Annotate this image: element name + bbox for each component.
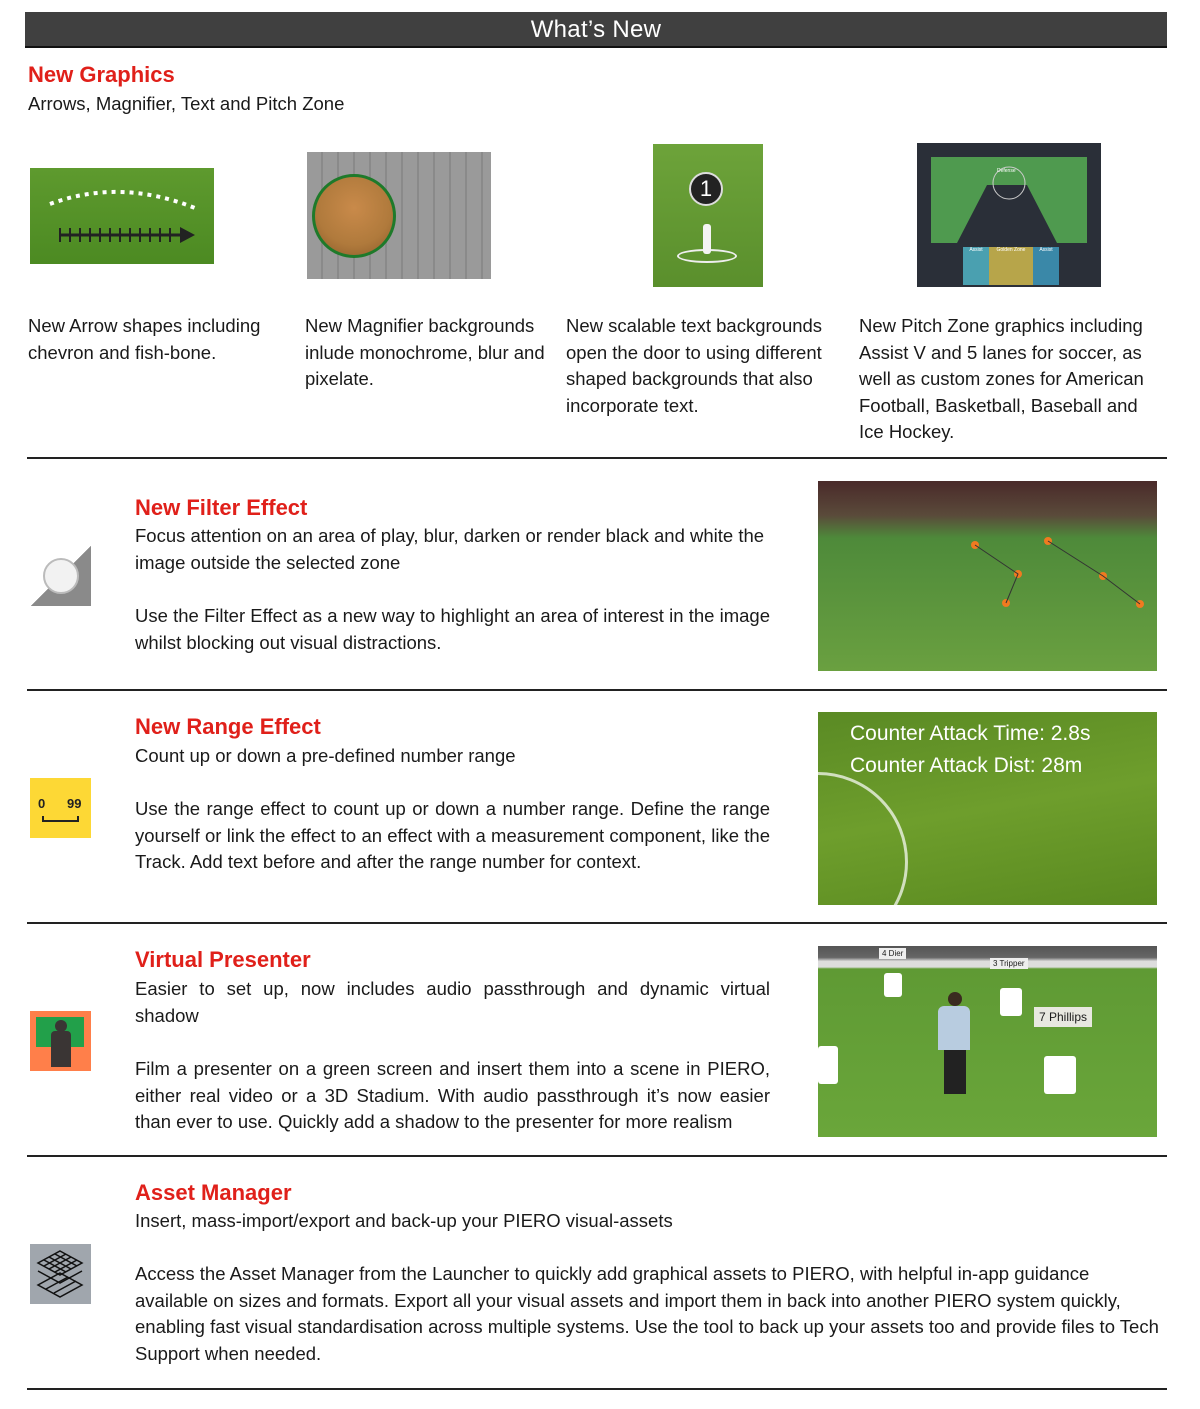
filter-description: Focus attention on an area of play, blur, darken or render black and white the image outside the selected zone: [135, 525, 765, 573]
filter-detail: Use the Filter Effect as a new way to highlight an area of interest in the image whilst blocking out visual distractions.: [135, 605, 770, 653]
caption-arrows: New Arrow shapes including chevron and fish-bone.: [28, 315, 261, 363]
range-effect-image: [818, 712, 1157, 905]
virtual-presenter-image: [818, 946, 1157, 1137]
presenter-detail: Film a presenter on a green screen and insert them into a scene in PIERO, either real video or a 3D Stadium. With audio passthrough it’s now easier than ever to use. Quickly add a shadow to the presenter for more realism: [135, 1058, 770, 1132]
section-title-range: New Range Effect: [135, 714, 321, 739]
page-header: What’s New: [25, 12, 1167, 48]
divider: [27, 922, 1167, 924]
asset-manager-icon: [30, 1244, 91, 1304]
pitch-zone-golden: Golden Zone: [989, 247, 1033, 285]
range-icon-max: 99: [67, 796, 82, 811]
range-effect-icon: [30, 778, 91, 838]
presenter-description: Easier to set up, now includes audio passthrough and dynamic virtual shadow: [135, 978, 770, 1026]
range-icon-min: 0: [38, 796, 46, 811]
caption-magnifier: New Magnifier backgrounds inlude monochrome, blur and pixelate.: [305, 315, 545, 389]
arrow-graphic: [30, 168, 214, 264]
magnifier-circle: [312, 174, 396, 258]
divider: [27, 689, 1167, 691]
caption-text: New scalable text backgrounds open the door to using different shaped backgrounds that also incorporate text.: [566, 315, 823, 416]
range-description: Count up or down a pre-defined number range: [135, 745, 516, 766]
pitch-zone-assist-left: Assist: [963, 247, 989, 285]
virtual-presenter-icon: [30, 1011, 91, 1071]
filter-effect-icon: [30, 546, 91, 606]
arrow-shapes-image: [30, 168, 214, 264]
section-title-assets: Asset Manager: [135, 1180, 292, 1205]
section-title-presenter: Virtual Presenter: [135, 947, 311, 972]
player-label: 3 Tripper: [990, 958, 1028, 969]
section-title-filter: New Filter Effect: [135, 495, 308, 520]
player-label: 4 Dier: [879, 948, 906, 959]
range-detail: Use the range effect to count up or down a number range. Define the range yourself or link the effect to an effect with a measurement component, like the Track. Add text before and after the range number for context.: [135, 798, 770, 872]
assets-description: Insert, mass-import/export and back-up your PIERO visual-assets: [135, 1210, 673, 1231]
counter-time-label: Counter Attack Time: 2.8s: [850, 722, 1091, 745]
counter-dist-label: Counter Attack Dist: 28m: [850, 754, 1083, 777]
divider: [27, 457, 1167, 459]
pitch-zone-image: [917, 143, 1101, 287]
player-label: 7 Phillips: [1034, 1007, 1092, 1027]
player-figure: [703, 224, 711, 254]
number-badge: 1: [689, 172, 723, 206]
text-background-image: [653, 144, 763, 287]
section-title-graphics: New Graphics: [28, 62, 175, 87]
divider: [27, 1388, 1167, 1390]
section-subtitle-graphics: Arrows, Magnifier, Text and Pitch Zone: [28, 93, 345, 114]
pitch-zone-assist-right: Assist: [1033, 247, 1059, 285]
caption-pitch-zone: New Pitch Zone graphics including Assist V and 5 lanes for soccer, as well as custom zones for American Football, Basketball, Baseball and Ice Hockey.: [859, 315, 1144, 442]
magnifier-image: [307, 152, 491, 279]
presenter-figure: [938, 1006, 970, 1050]
pitch-label-defense: Defense: [997, 168, 1016, 174]
divider: [27, 1155, 1167, 1157]
filter-effect-image: [818, 481, 1157, 671]
assets-detail: Access the Asset Manager from the Launcher to quickly add graphical assets to PIERO, with helpful in-app guidance available on sizes and formats. Export all your visual assets and import them in back into another PIERO system quickly, enabling fast visual standardisation across multiple systems. Use the tool to back up your assets too and provide files to Tech Support when needed.: [135, 1263, 1159, 1364]
